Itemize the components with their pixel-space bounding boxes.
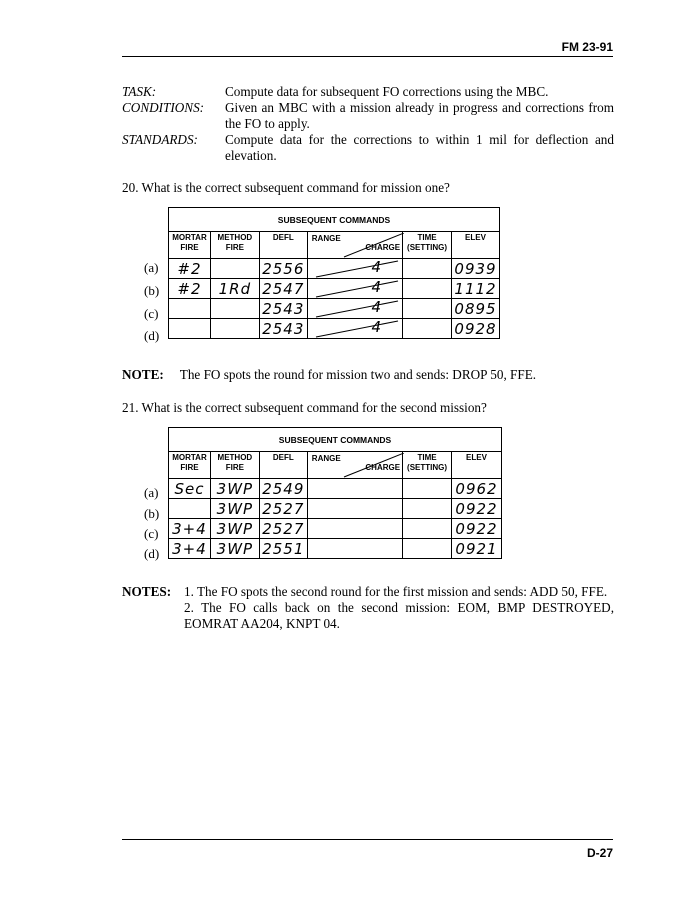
task-text: Compute data for subsequent FO corrections using the MBC. — [225, 84, 549, 99]
row-label-c: (c) — [144, 306, 159, 321]
notes-item-2: 2. The FO calls back on the second mission: EOM, BMP DESTROYED, EOMRAT AA204, KNPT 04. — [184, 600, 614, 631]
subsequent-commands-table-1 — [168, 207, 500, 339]
note-text: The FO spots the round for mission two and sends: DROP 50, FFE. — [179, 367, 537, 382]
mortar-fire-cell: 3+4 — [169, 539, 211, 559]
method-fire-cell — [210, 299, 259, 319]
task-row — [122, 84, 614, 100]
defl-cell: 2549 — [259, 479, 307, 499]
elev-cell: 0939 — [452, 259, 500, 279]
time-setting-header: TIME (SETTING) — [403, 452, 452, 479]
range-charge-cell: 4 — [307, 299, 402, 319]
method-fire-cell: 1Rd — [210, 279, 259, 299]
range-charge-cell — [307, 539, 402, 559]
elev-cell: 1112 — [452, 279, 500, 299]
elev-header: ELEV — [452, 452, 502, 479]
note-1 — [122, 367, 536, 383]
defl-cell: 2547 — [259, 279, 307, 299]
table-header-row — [169, 452, 502, 479]
standards-row — [122, 132, 614, 164]
task-block — [122, 84, 614, 164]
mortar-fire-header: MORTAR FIRE — [169, 232, 211, 259]
notes-2 — [122, 584, 614, 632]
page-footer: D-27 — [586, 846, 613, 860]
range-charge-cell: 4 — [307, 319, 402, 339]
conditions-label: CONDITIONS: — [122, 100, 205, 115]
elev-cell: 0922 — [452, 519, 502, 539]
range-charge-cell: 4 — [307, 259, 402, 279]
time-cell — [403, 259, 452, 279]
row-label-a: (a) — [144, 260, 159, 275]
question-21: 21. What is the correct subsequent command for the second mission? — [122, 400, 487, 415]
method-fire-cell: 3WP — [210, 519, 259, 539]
mortar-fire-header: MORTAR FIRE — [169, 452, 211, 479]
elev-header: ELEV — [452, 232, 500, 259]
method-fire-header: METHOD FIRE — [210, 452, 259, 479]
defl-cell: 2527 — [259, 519, 307, 539]
method-fire-cell: 3WP — [210, 479, 259, 499]
table-title: SUBSEQUENT COMMANDS — [169, 428, 502, 452]
page-header: FM 23-91 — [561, 40, 613, 54]
header-rule — [122, 56, 613, 57]
defl-header: DEFL — [259, 452, 307, 479]
mortar-fire-cell — [169, 499, 211, 519]
mortar-fire-cell: #2 — [169, 259, 211, 279]
table-header-row — [169, 232, 500, 259]
subsequent-commands-table-2 — [168, 427, 502, 559]
question-20: 20. What is the correct subsequent command for mission one? — [122, 180, 450, 195]
defl-cell: 2543 — [259, 319, 307, 339]
row-label-a: (a) — [144, 485, 159, 500]
row-label-b: (b) — [144, 283, 160, 298]
method-fire-header: METHOD FIRE — [210, 232, 259, 259]
range-charge-cell — [307, 499, 402, 519]
mortar-fire-cell: #2 — [169, 279, 211, 299]
range-charge-cell — [307, 519, 402, 539]
time-cell — [403, 499, 452, 519]
defl-cell: 2527 — [259, 499, 307, 519]
range-charge-header: RANGE CHARGE — [307, 232, 402, 259]
method-fire-cell: 3WP — [210, 499, 259, 519]
range-charge-cell: 4 — [307, 279, 402, 299]
method-fire-cell: 3WP — [210, 539, 259, 559]
elev-cell: 0921 — [452, 539, 502, 559]
time-cell — [403, 519, 452, 539]
range-charge-cell — [307, 479, 402, 499]
table-row — [169, 519, 502, 539]
conditions-text: Given an MBC with a mission already in progress and corrections from the FO to apply. — [225, 100, 614, 131]
conditions-row — [122, 100, 614, 132]
row-label-c: (c) — [144, 526, 159, 541]
time-cell — [403, 479, 452, 499]
mortar-fire-cell: Sec — [169, 479, 211, 499]
note-label: NOTE: — [122, 367, 164, 382]
table-row — [169, 319, 500, 339]
elev-cell: 0895 — [452, 299, 500, 319]
mortar-fire-cell — [169, 319, 211, 339]
time-cell — [403, 279, 452, 299]
elev-cell: 0928 — [452, 319, 500, 339]
row-label-b: (b) — [144, 506, 160, 521]
time-cell — [403, 299, 452, 319]
footer-rule — [122, 839, 613, 840]
time-setting-header: TIME (SETTING) — [403, 232, 452, 259]
standards-label: STANDARDS: — [122, 132, 198, 147]
row-label-d: (d) — [144, 328, 160, 343]
notes-item-1: 1. The FO spots the second round for the first mission and sends: ADD 50, FFE. — [184, 584, 608, 599]
elev-cell: 0922 — [452, 499, 502, 519]
defl-cell: 2556 — [259, 259, 307, 279]
table-row — [169, 499, 502, 519]
defl-cell: 2543 — [259, 299, 307, 319]
defl-cell: 2551 — [259, 539, 307, 559]
method-fire-cell — [210, 259, 259, 279]
table-row — [169, 539, 502, 559]
row-label-d: (d) — [144, 546, 160, 561]
method-fire-cell — [210, 319, 259, 339]
table-row — [169, 259, 500, 279]
table-row — [169, 279, 500, 299]
time-cell — [403, 319, 452, 339]
range-charge-header: RANGE CHARGE — [307, 452, 402, 479]
task-label: TASK: — [122, 84, 157, 99]
table-title: SUBSEQUENT COMMANDS — [169, 208, 500, 232]
time-cell — [403, 539, 452, 559]
table-row — [169, 479, 502, 499]
notes-label: NOTES: — [122, 584, 172, 599]
mortar-fire-cell — [169, 299, 211, 319]
elev-cell: 0962 — [452, 479, 502, 499]
standards-text: Compute data for the corrections to within 1 mil for deflection and elevation. — [225, 132, 614, 163]
defl-header: DEFL — [259, 232, 307, 259]
table-row — [169, 299, 500, 319]
mortar-fire-cell: 3+4 — [169, 519, 211, 539]
